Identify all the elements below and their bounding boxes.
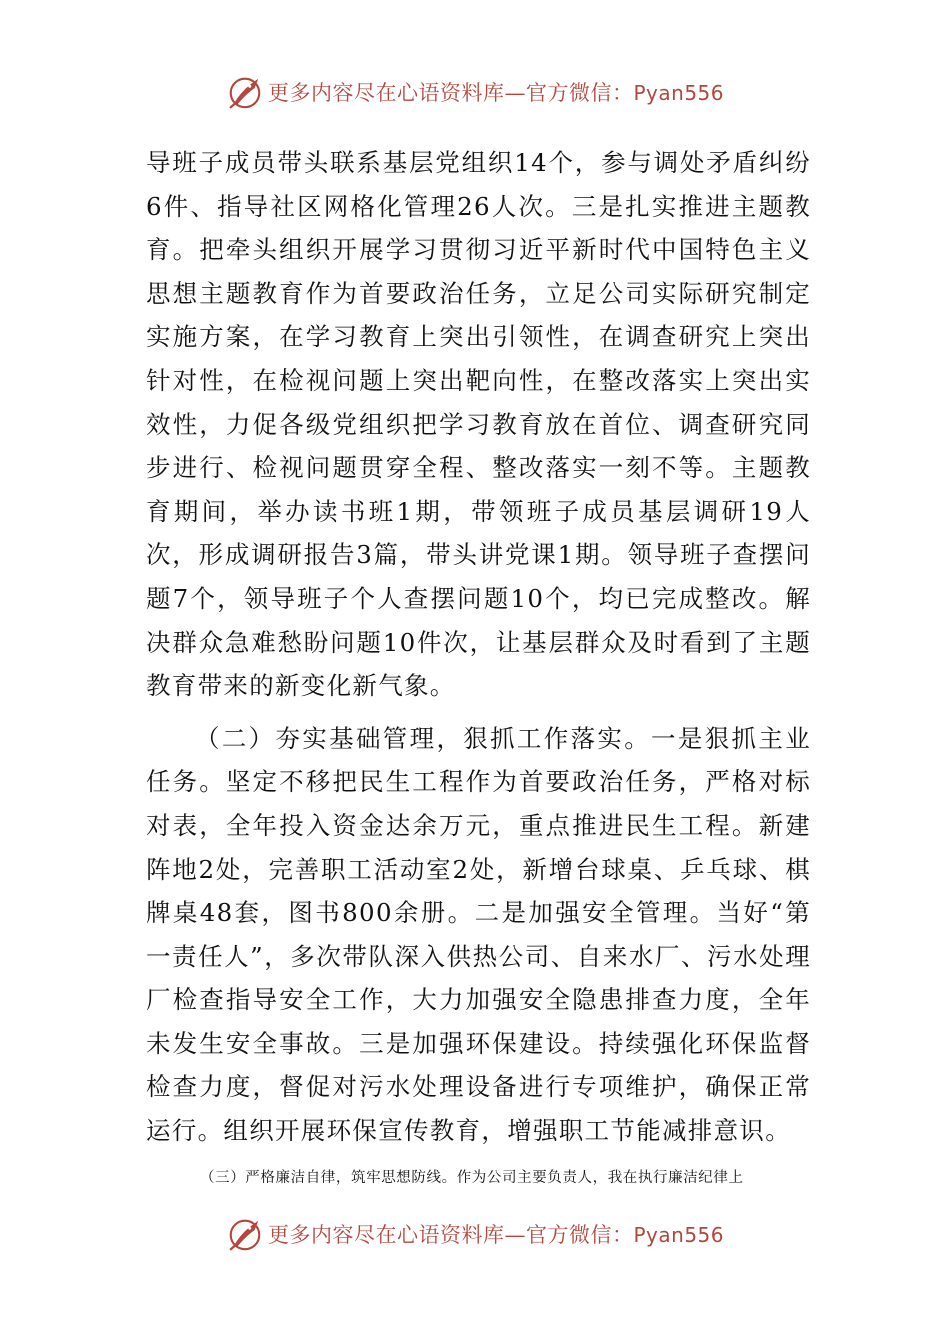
header-brand-text: 更多内容尽在心语资料库—官方微信：Pyan556: [267, 81, 724, 105]
footer-brand-text: 更多内容尽在心语资料库—官方微信：Pyan556: [267, 1223, 724, 1247]
header-wechat-id: Pyan556: [633, 81, 724, 105]
paragraph-section-two: （二）夯实基础管理，狠抓工作落实。一是狠抓主业任务。坚定不移把民生工程作为首要政治任务，严格对标对表，全年投入资金达余万元，重点推进民生工程。新建阵地2处，完善职工活动室2处，新增台球桌、乒乓球、棋牌桌48套，图书800余册。二是加强安全管理。当好“第一责任人”，多次带队深入供热公司、自来水厂、污水处理厂检查指导安全工作，大力加强安全隐患排查力度，全年未发生安全事故。三是加强环保建设。持续强化环保监督检查力度，督促对污水处理设备进行专项维护，确保正常运行。组织开展环保宣传教育，增强职工节能减排意识。: [146, 723, 811, 1146]
document-body: [146, 141, 811, 1153]
pen-nib-logo-icon: [226, 73, 264, 111]
paragraph-continued: 导班子成员带头联系基层党组织14个，参与调处矛盾纠纷6件、指导社区网格化管理26人次。三是扎实推进主题教育。把牵头组织开展学习贯彻习近平新时代中国特色主义思想主题教育作为首要政治任务，立足公司实际研究制定实施方案，在学习教育上突出引领性，在调查研究上突出针对性，在检视问题上突出靶向性，在整改落实上突出实效性，力促各级党组织把学习教育放在首位、调查研究同步进行、检视问题贯穿全程、整改落实一刻不等。主题教育期间，举办读书班1期，带领班子成员基层调研19人次，形成调研报告3篇，带头讲党课1期。领导班子查摆问题7个，领导班子个人查摆问题10个，均已完成整改。解决群众急难愁盼问题10件次，让基层群众及时看到了主题教育带来的新变化新气象。: [146, 148, 811, 701]
header-banner: [0, 72, 950, 112]
footer-banner: [0, 1214, 950, 1254]
section-three-heading-line: （三）严格廉洁自律，筑牢思想防线。作为公司主要负责人，我在执行廉洁纪律上: [200, 1170, 744, 1186]
footer-wechat-id: Pyan556: [633, 1223, 724, 1247]
pen-nib-logo-icon: [226, 1215, 264, 1253]
